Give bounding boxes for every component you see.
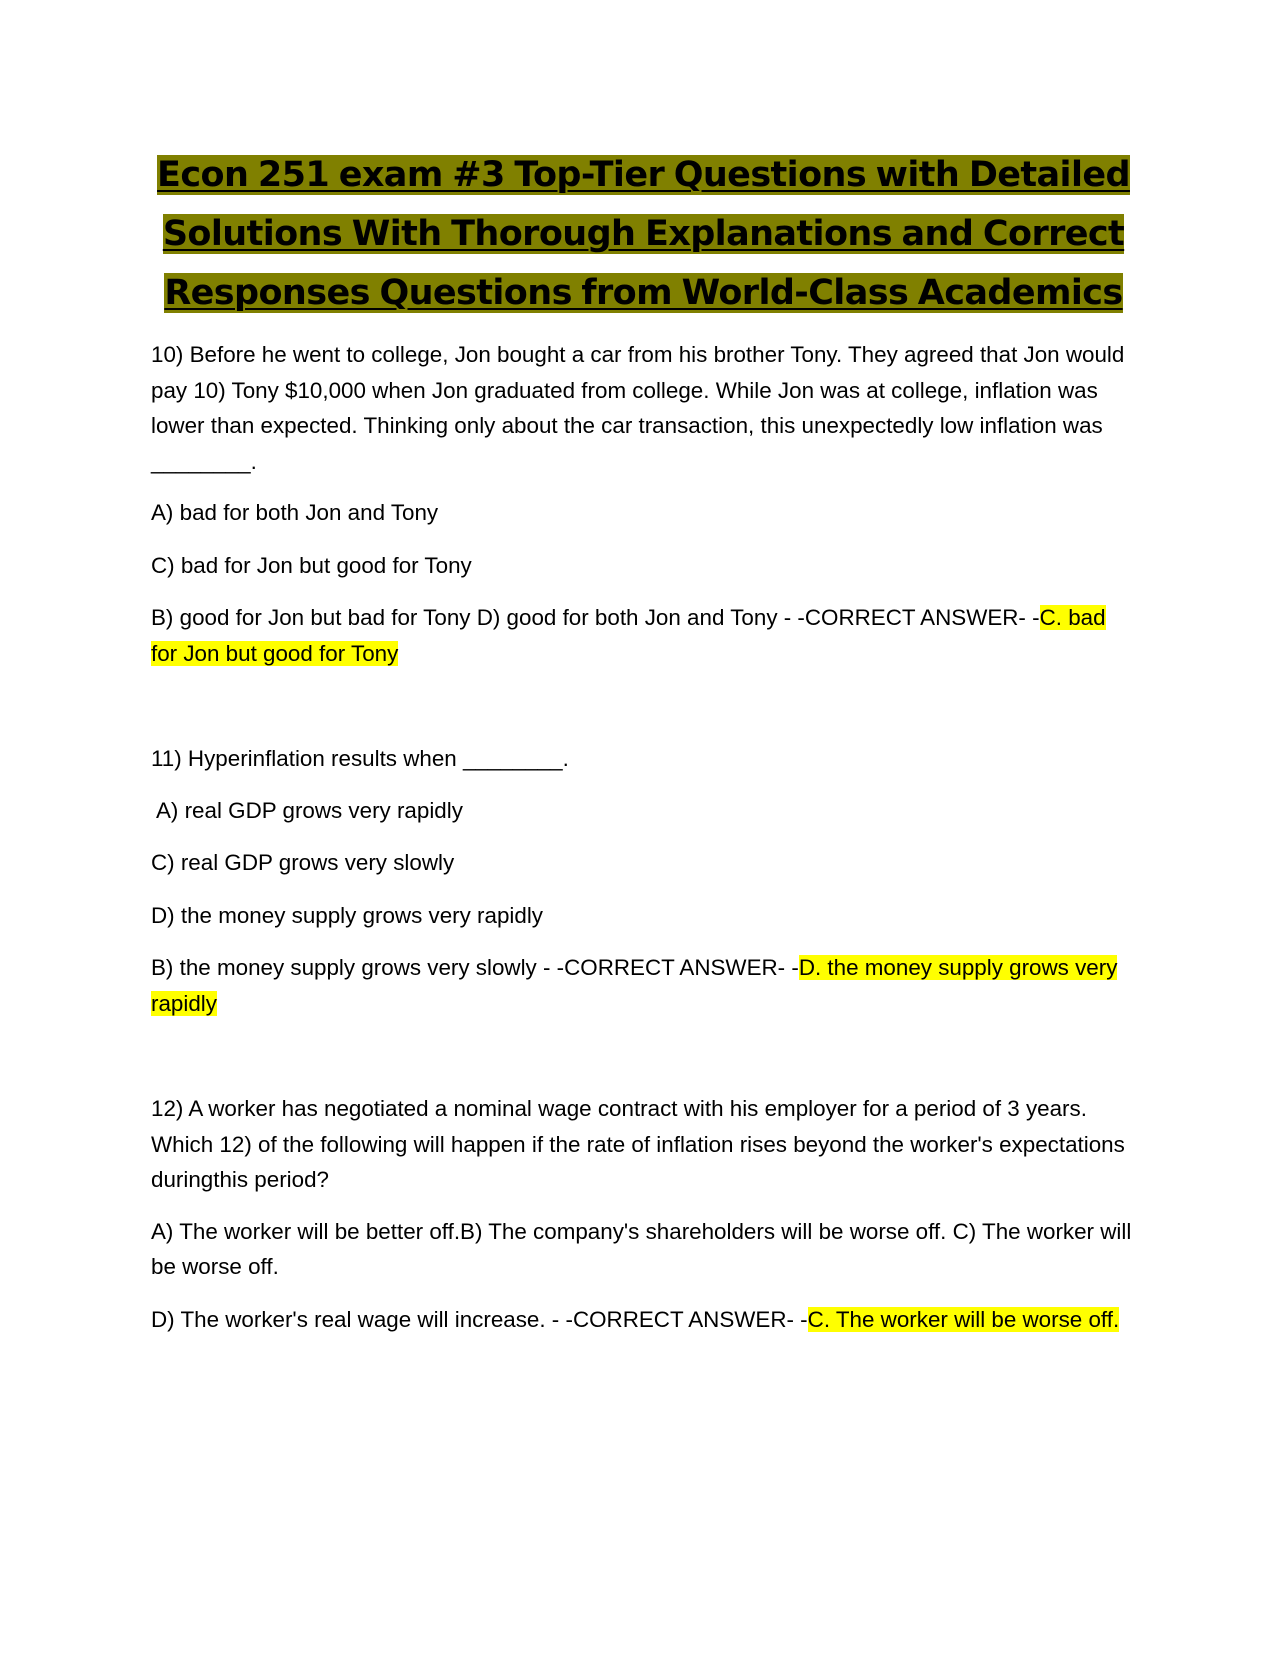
answer-line <box>151 950 1136 1021</box>
title-line-2: Solutions With Thorough Explanations and Correct <box>162 214 1125 254</box>
question-spacer <box>151 1021 1136 1091</box>
question-11 <box>151 741 1136 1021</box>
option-c: C) bad for Jon but good for Tony <box>151 552 472 578</box>
correct-answer-highlight: C. bad for Jon but good for Tony <box>151 605 1106 666</box>
answer-prefix: B) good for Jon but bad for Tony D) good for both Jon and Tony - -CORRECT ANSWER- - <box>151 605 1040 630</box>
option-a: A) bad for both Jon and Tony <box>151 500 439 525</box>
answer-prefix: D) The worker's real wage will increase. - -CORRECT ANSWER- - <box>151 1306 808 1332</box>
answer-line <box>151 600 1136 671</box>
option-d: D) the money supply grows very rapidly <box>151 902 543 928</box>
question-text: 10) Before he went to college, Jon bought a car from his brother Tony. They agreed that Jon would pay 10) Tony $10,000 when Jon graduated from college. While Jon was at college, inflation was lower than expected. Thinking only about the car transaction, this unexpectedly low inflation was ________. <box>151 342 1125 474</box>
question-text: 12) A worker has negotiated a nominal wage contract with his employer for a period of 3 years. Which 12) of the following will happen if the rate of inflation rises beyond the worker's expectations duringthis period? <box>151 1096 1125 1192</box>
correct-answer-highlight: C. The worker will be worse off. <box>807 1306 1120 1332</box>
document-title <box>151 146 1136 323</box>
answer-prefix: B) the money supply grows very slowly - -CORRECT ANSWER- - <box>151 955 799 980</box>
title-line-1: Econ 251 exam #3 Top-Tier Questions with Detailed <box>157 155 1130 195</box>
answer-line <box>151 1302 1136 1338</box>
option-a: A) real GDP grows very rapidly <box>151 797 463 823</box>
option-c: C) real GDP grows very slowly <box>151 850 455 875</box>
option-abc: A) The worker will be better off.B) The company's shareholders will be worse off. C) The worker will be worse off. <box>151 1218 1132 1279</box>
question-spacer <box>151 671 1136 741</box>
title-line-3: Responses Questions from World-Class Academics <box>164 273 1123 313</box>
document-page <box>151 146 1136 1337</box>
question-text: 11) Hyperinflation results when ________. <box>151 746 569 771</box>
question-12 <box>151 1091 1136 1337</box>
correct-answer-highlight: D. the money supply grows very rapidly <box>151 955 1118 1016</box>
question-10 <box>151 337 1136 671</box>
